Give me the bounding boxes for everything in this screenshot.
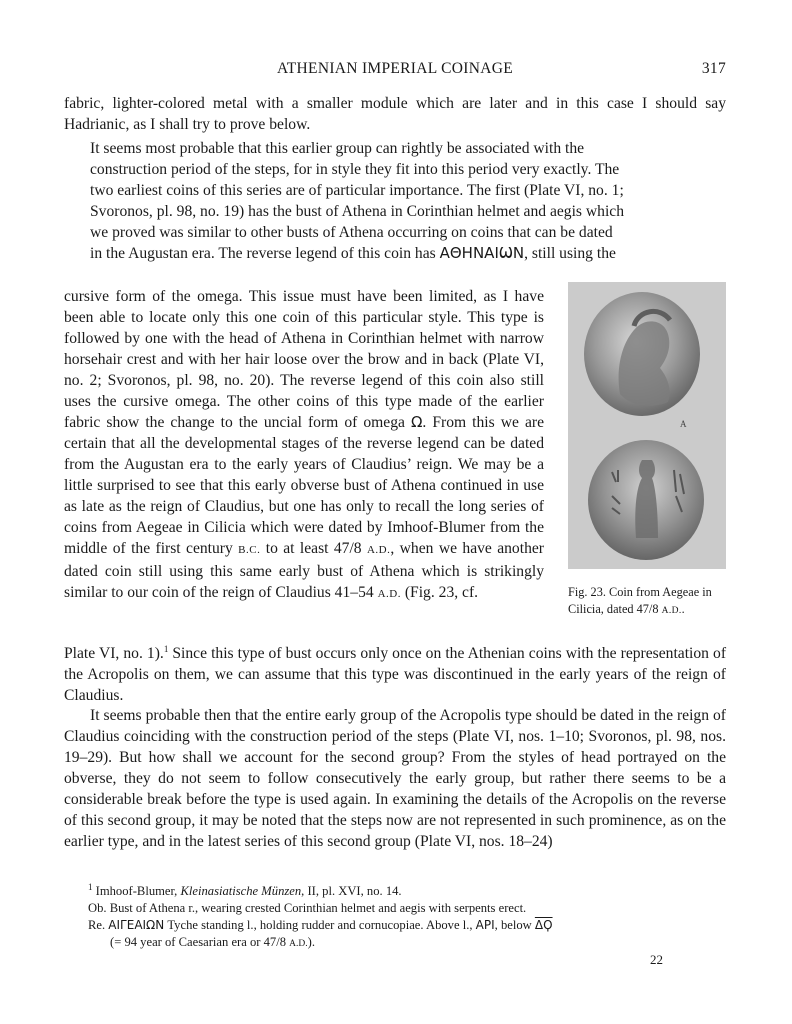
figure-caption	[568, 584, 728, 620]
footnote-reverse-below: , below	[494, 918, 535, 932]
paragraph-2-line-6	[64, 243, 726, 264]
paragraph-2-line-4: Svoronos, pl. 98, no. 19) has the bust of Athena in Corinthian helmet and aegis which	[90, 203, 625, 220]
paragraph-2-line-2: construction period of the steps, for in style they fit into this period very exactly. The	[90, 161, 620, 178]
era-bc: B.C.	[238, 544, 261, 556]
signature-mark: 22	[650, 952, 663, 967]
footnote-1	[88, 883, 728, 900]
era-ad: A.D.	[366, 544, 391, 556]
footnote-1-marker: 1	[88, 881, 93, 892]
caption-text: Fig. 23. Coin from Aegeae in Cilicia, dated 47/8	[568, 585, 712, 616]
footnote-era-b: ).	[307, 935, 315, 949]
paragraph-2	[64, 138, 726, 264]
paragraph-2-line-6a: in the Augustan era. The reverse legend of this coin has	[90, 245, 440, 262]
paragraph-1: fabric, lighter-colored metal with a smaller module which are later and in this case I should say Hadrianic, as I shall try to prove below.	[64, 95, 726, 133]
era-ad-2: A.D.	[377, 588, 401, 600]
paragraph-2-line-6b: , still using the	[524, 245, 616, 262]
footnote-reverse-prefix: Re.	[88, 918, 109, 932]
footnotes	[88, 883, 728, 953]
column-text-1: cursive form of the omega. This issue must have been limited, as I have been able to locate only this one coin of this particular style. This type is followed by one with the head of Athena in Corinthian helmet with narrow horsehair crest and with her hair loose over the brow and in back (Plate VI, no. 2; Svoronos, pl. 98, no. 20). The reverse legend of this coin also still uses the cursive omega. The other coins of this type made of the earlier fabric show the change to the uncial form of omega	[64, 288, 544, 431]
page-number: 317	[701, 60, 726, 77]
footnote-era-ad: A.D.	[289, 939, 308, 949]
omega-glyph: Ω	[410, 413, 423, 431]
footnote-reverse-api: ΑΡΙ	[475, 918, 495, 932]
greek-legend: ΑΘΗΝΑΙѠΝ	[439, 244, 525, 262]
column-text-3: to at least 47/8	[260, 540, 367, 557]
footnote-1-author: Imhoof-Blumer,	[92, 884, 181, 898]
tail-text-1: Plate VI, no. 1).	[64, 645, 164, 662]
footnote-reverse-legend: ΑΙΓΕΑΙΩΝ	[108, 918, 165, 932]
column-text-5: (Fig. 23, cf.	[400, 584, 479, 601]
footnote-reverse-date: $\overline{\Delta Ϙ}$	[534, 918, 553, 932]
footnote-1-work: Kleinasiatische Münzen	[180, 884, 302, 898]
column-text-2: . From this we are certain that all the developmental stages of the reverse legend can be dated from the Augustan era to the early years of Claudius’ reign. We may be a little surprised to see that this early obverse bust of Athena continued in use as late as the reign of Claudius, but one has only to recall the long series of coins from Aegeae in Cilicia which were dated by Imhoof-Blumer from the middle of the first century	[64, 414, 544, 557]
footnote-era-a: (= 94 year of Caesarian era or 47/8	[110, 935, 290, 949]
footnote-era	[88, 934, 728, 953]
paragraph-2-line-5: we proved was similar to other busts of Athena occurring on coins that can be dated	[90, 224, 613, 241]
caption-end: .	[681, 602, 685, 616]
paragraph-tail	[64, 643, 726, 706]
coin-photo	[568, 282, 726, 569]
footnote-reverse	[88, 917, 728, 934]
footnote-reverse-mid: Tyche standing l., holding rudder and cornucopiae. Above l.,	[164, 918, 476, 932]
footnote-obverse: Ob. Bust of Athena r., wearing crested Corinthian helmet and aegis with serpents erect.	[88, 901, 527, 915]
paragraph-3: It seems probable then that the entire early group of the Acropolis type should be dated in the reign of Claudius coinciding with the construction period of the steps (Plate VI, nos. 1–10; Svoronos, pl. 98, nos. 19–29). But how shall we account for the second group? From the styles of head portrayed on the obverse, they do not seem to follow consecutively the early group, but rather there seems to be a considerable break before the type is used again. In examining the details of the Acropolis on the reverse of this second group, it may be noted that the steps now are not represented in such prominence, as on the earlier type, and in the latest series of this second group (Plate VI, nos. 18–24)	[64, 707, 726, 850]
paragraph-2-line-1: It seems most probable that this earlier group can rightly be associated with the	[90, 140, 585, 157]
column-text-4: , when we have another dated coin still using this same early bust of Athena which is strikingly similar to our coin of the reign of Claudius 41–54	[64, 540, 544, 601]
running-title: ATHENIAN IMPERIAL COINAGE	[277, 60, 513, 77]
running-header	[64, 60, 726, 82]
footnote-ref: 1	[163, 643, 169, 654]
coin-figure	[568, 282, 726, 569]
footnote-1-rest: , II, pl. XVI, no. 14.	[301, 884, 402, 898]
paragraph-2-line-3: two earliest coins of this series are of particular importance. The first (Plate VI, no. 1;	[90, 182, 624, 199]
column-text	[64, 286, 544, 605]
caption-era: A.D.	[661, 606, 682, 616]
tail-text-2: Since this type of bust occurs only once on the Athenian coins with the representation of the Acropolis on them, we can assume that this type was discontinued in the early years of the reign of Claudius.	[64, 645, 727, 704]
figure-label: A	[680, 419, 687, 429]
